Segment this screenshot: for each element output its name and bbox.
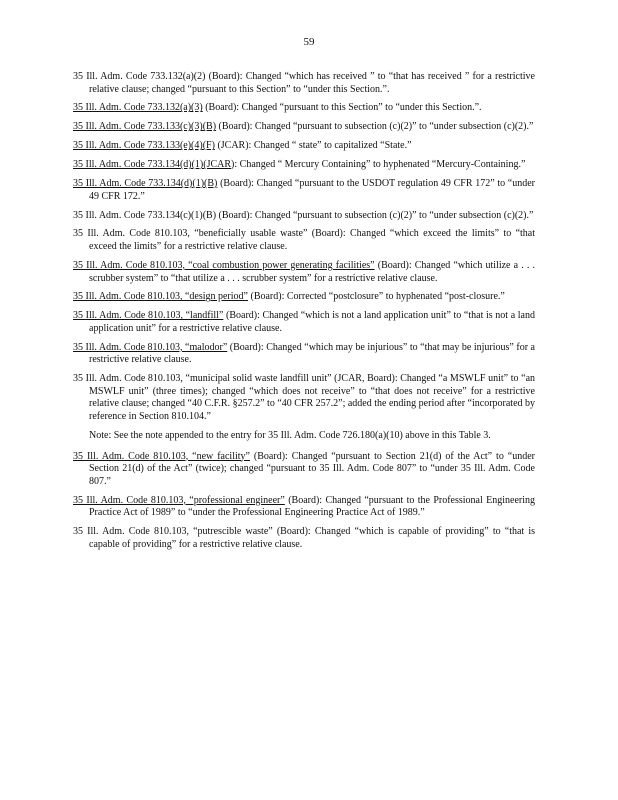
entry [73, 342, 535, 367]
entry [73, 373, 535, 423]
entry-text: Changed “a MSWLF unit” to “an MSWLF unit” (three times); changed “which does not receive” to “that does not receive” for a restrictive relative clause; changed “40 C.F.R. §257.2” to “40 CFR 257.2”; added the ending period after “incorporated by reference in Section 810.104.” [89, 373, 536, 423]
entry [73, 210, 535, 223]
entry-text: Changed “which has received ” to “that has received ” for a restrictive relative clause; changed “pursuant to this Section” to “under this Section.”. [89, 71, 535, 95]
entry-citation: 35 Ill. Adm. Code 733.132(a)(2) (Board): [73, 71, 243, 82]
entry-citation: 35 Ill. Adm. Code 810.103, “malodor” [73, 341, 228, 353]
entry-citation: 35 Ill. Adm. Code 733.133(c)(3)(B) [73, 121, 217, 133]
entry-citation: 35 Ill. Adm. Code 810.103, “professional engineer” [73, 494, 285, 506]
entry-text: (Board): Changed “which may be injurious” to “that may be injurious” for a restrictive relative clause. [89, 341, 535, 366]
entry-text: (Board): Changed “pursuant to the Professional Engineering Practice Act of 1989” to “under the Professional Engineering Practice Act of 1989.” [89, 494, 536, 519]
entry-citation: 35 Ill. Adm. Code 810.103, “new facility” [73, 450, 250, 462]
entry-text: (Board): Changed “pursuant to this Section” to “under this Section.”. [202, 102, 482, 114]
entry [73, 451, 535, 489]
entry [73, 159, 535, 172]
entry [73, 228, 535, 253]
entry-citation: 35 Ill. Adm. Code 810.103, “design period” [73, 291, 248, 303]
entry-text: Changed “which exceed the limits” to “that exceed the limits” for a restrictive relative clause. [89, 228, 535, 253]
entry [73, 260, 535, 285]
entry-text: Changed “which is capable of providing” to “that is capable of providing” for a restrictive relative clause. [89, 526, 535, 550]
entry-text: (Board): Changed “which utilize a . . . scrubber system” to “that utilize a . . . scrubber system” for a restrictive relative clause. [89, 259, 535, 284]
entry-citation: 35 Ill. Adm. Code 810.103, “coal combustion power generating facilities” [73, 259, 375, 271]
entry-text: (Board): Changed “which is not a land application unit” to “that is not a land application unit” for a restrictive relative clause. [89, 310, 535, 334]
entry [73, 291, 535, 304]
entry-citation: 35 Ill. Adm. Code 810.103, “landfill” [73, 310, 224, 322]
entry-citation: 35 Ill. Adm. Code 733.134(c)(1)(B) (Board): [73, 209, 253, 221]
entry [73, 178, 535, 203]
entry-text: ): Changed “ Mercury Containing” to hyphenated “Mercury-Containing.” [231, 159, 526, 171]
entry [73, 526, 535, 551]
entry [73, 121, 535, 134]
entry-citation: 35 Ill. Adm. Code 733.132(a)(3) [73, 102, 203, 114]
table-note: Note: See the note appended to the entry for 35 Ill. Adm. Code 726.180(a)(10) above in this Table 3. [89, 429, 491, 441]
page-number: 59 [303, 36, 315, 48]
entry [73, 310, 535, 335]
entry-text: Changed “pursuant to subsection (c)(2)” to “under subsection (c)(2).” [252, 209, 534, 221]
entry-text: (Board): Corrected “postclosure” to hyphenated “post-closure.” [247, 291, 505, 303]
entry-citation: 35 Ill. Adm. Code 733.133(e)(4)(F) [73, 140, 215, 152]
entry-citation: 35 Ill. Adm. Code 810.103, “municipal solid waste landfill unit” (JCAR, Board): [73, 373, 398, 385]
entry-citation: 35 Ill. Adm. Code 810.103, “beneficially usable waste” (Board): [73, 228, 346, 240]
entry [73, 102, 535, 115]
entry [73, 71, 535, 96]
entry-text: (Board): Changed “pursuant to the USDOT regulation 49 CFR 172” to “under 49 CFR 172.” [89, 178, 536, 202]
entry-text: (Board): Changed “pursuant to subsection (c)(2)” to “under subsection (c)(2).” [216, 121, 534, 133]
entry-citation: 35 Ill. Adm. Code 810.103, “putrescible waste” (Board): [73, 526, 311, 538]
entry-text: (JCAR): Changed “ state” to capitalized “State.” [214, 140, 412, 152]
entries-list [73, 71, 535, 558]
entry-citation: 35 Ill. Adm. Code 733.134(d)(1)(B) [73, 178, 218, 190]
entry [73, 495, 535, 520]
entry [73, 140, 535, 153]
entry-citation: 35 Ill. Adm. Code 733.134(d)(1)(JCAR [73, 159, 232, 171]
entry-text: (Board): Changed “pursuant to Section 21(d) of the Act” to “under Section 21(d) of the Act” (twice); changed “pursuant to 35 Ill. Adm. Code 807” to “under 35 Ill. Adm. Code 807.” [89, 450, 535, 487]
